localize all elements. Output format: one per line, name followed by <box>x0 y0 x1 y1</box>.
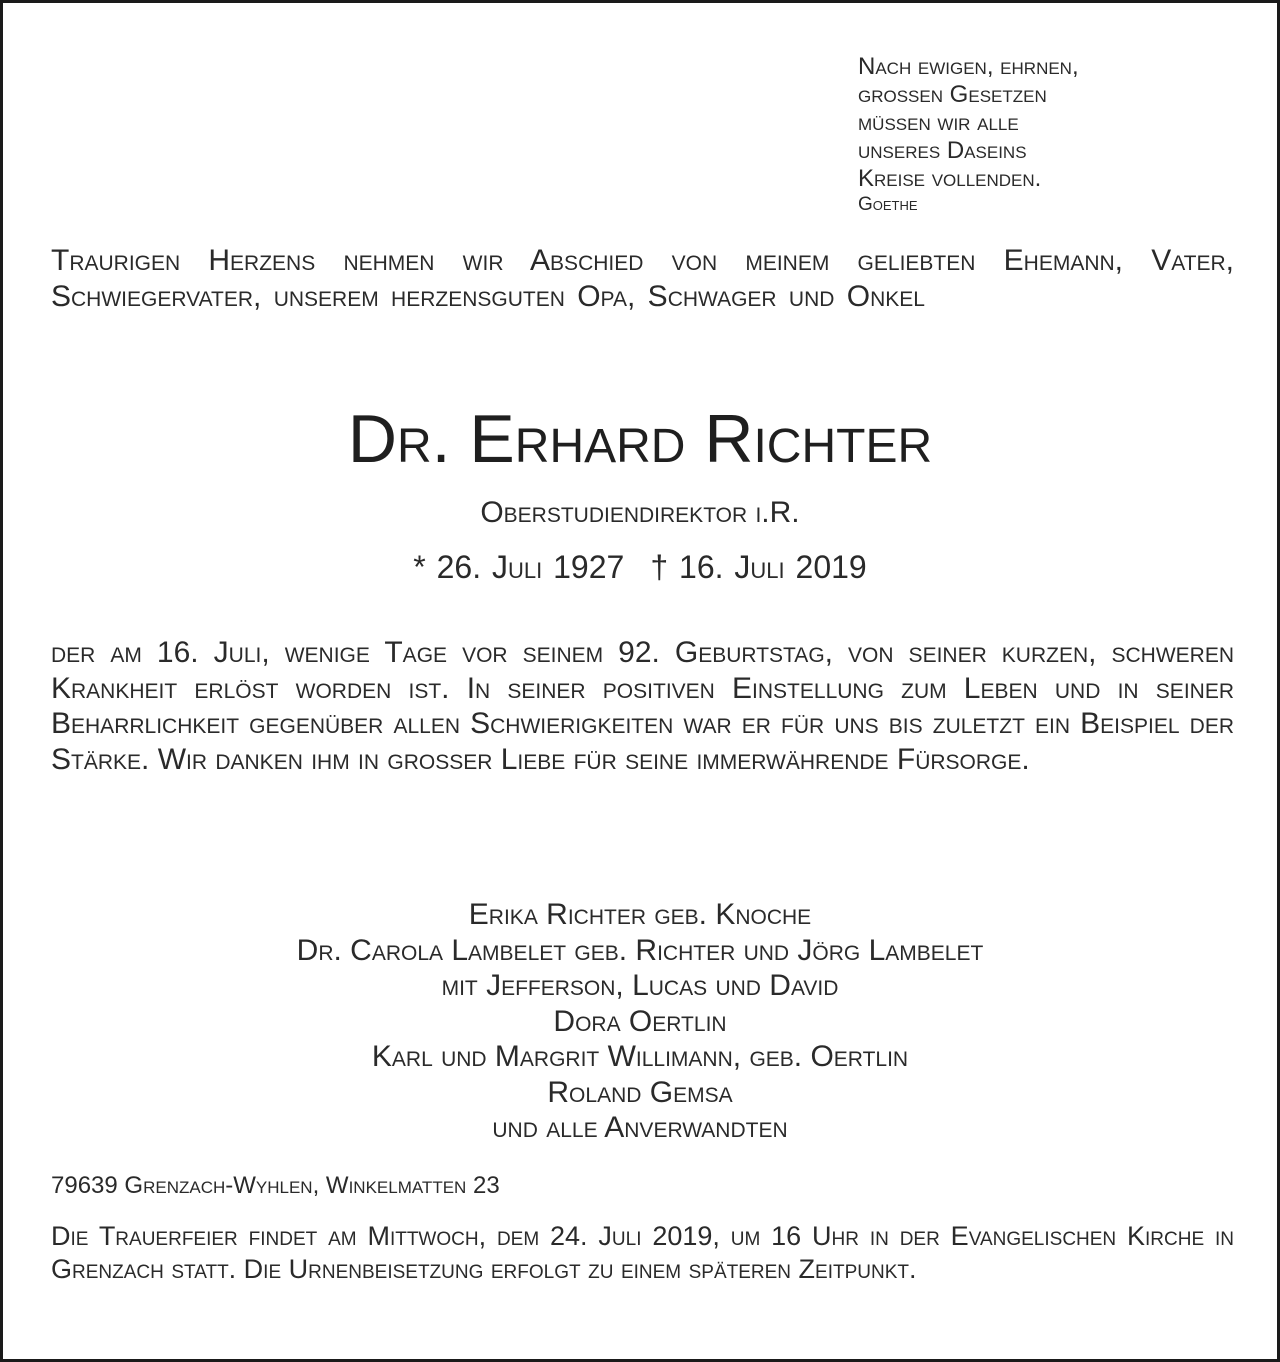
quote-line: Nach ewigen, ehrnen, <box>858 53 1079 80</box>
address-line: 79639 Grenzach-Wyhlen, Winkelmatten 23 <box>51 1172 500 1199</box>
body-paragraph: der am 16. Juli, wenige Tage vor seinem 92. Geburtstag, von seiner kurzen, schweren Krankheit erlöst worden ist. In seiner positiven Einstellung zum Leben und in seiner Beharrlichkeit gegenüber allen Schwierigkeiten war er für uns bis zuletzt ein Beispiel der Stärke. Wir danken ihm in grosser Liebe für seine immerwährende Fürsorge. <box>51 636 1234 776</box>
quote-line: unseres Daseins <box>858 137 1027 164</box>
deceased-name: Dr. Erhard Richter <box>347 401 933 477</box>
quote-line: müssen wir alle <box>858 109 1019 136</box>
death-date: † 16. Juli 2019 <box>650 549 867 585</box>
family-line: Dora Oertlin <box>553 1004 727 1038</box>
family-line: mit Jefferson, Lucas und David <box>441 969 839 1002</box>
intro-paragraph: Traurigen Herzens nehmen wir Abschied von meinem geliebten Ehemann, Vater, Schwiegervater, unserem herzensguten Opa, Schwager und Onkel <box>51 244 1234 313</box>
quote-line: Kreise vollenden. <box>858 165 1042 192</box>
family-line: Karl und Margrit Willimann, geb. Oertlin <box>371 1040 909 1073</box>
family-line: und alle Anverwandten <box>492 1111 788 1144</box>
birth-date: * 26. Juli 1927 <box>413 549 625 585</box>
family-signatures <box>3 897 1277 1146</box>
family-line: Erika Richter geb. Knoche <box>468 898 812 931</box>
goethe-quote <box>858 53 1079 217</box>
family-line: Dr. Carola Lambelet geb. Richter und Jörg Lambelet <box>296 933 984 967</box>
life-dates <box>3 547 1277 587</box>
family-line: Roland Gemsa <box>547 1075 733 1109</box>
quote-line: grossen Gesetzen <box>858 81 1047 108</box>
deceased-title: Oberstudiendirektor i.R. <box>480 496 800 529</box>
service-paragraph: Die Trauerfeier findet am Mittwoch, dem 24. Juli 2019, um 16 Uhr in der Evangelischen Kirche in Grenzach statt. Die Urnenbeisetzung erfolgt zu einem späteren Zeitpunkt. <box>51 1221 1234 1284</box>
quote-author: Goethe <box>858 194 918 215</box>
